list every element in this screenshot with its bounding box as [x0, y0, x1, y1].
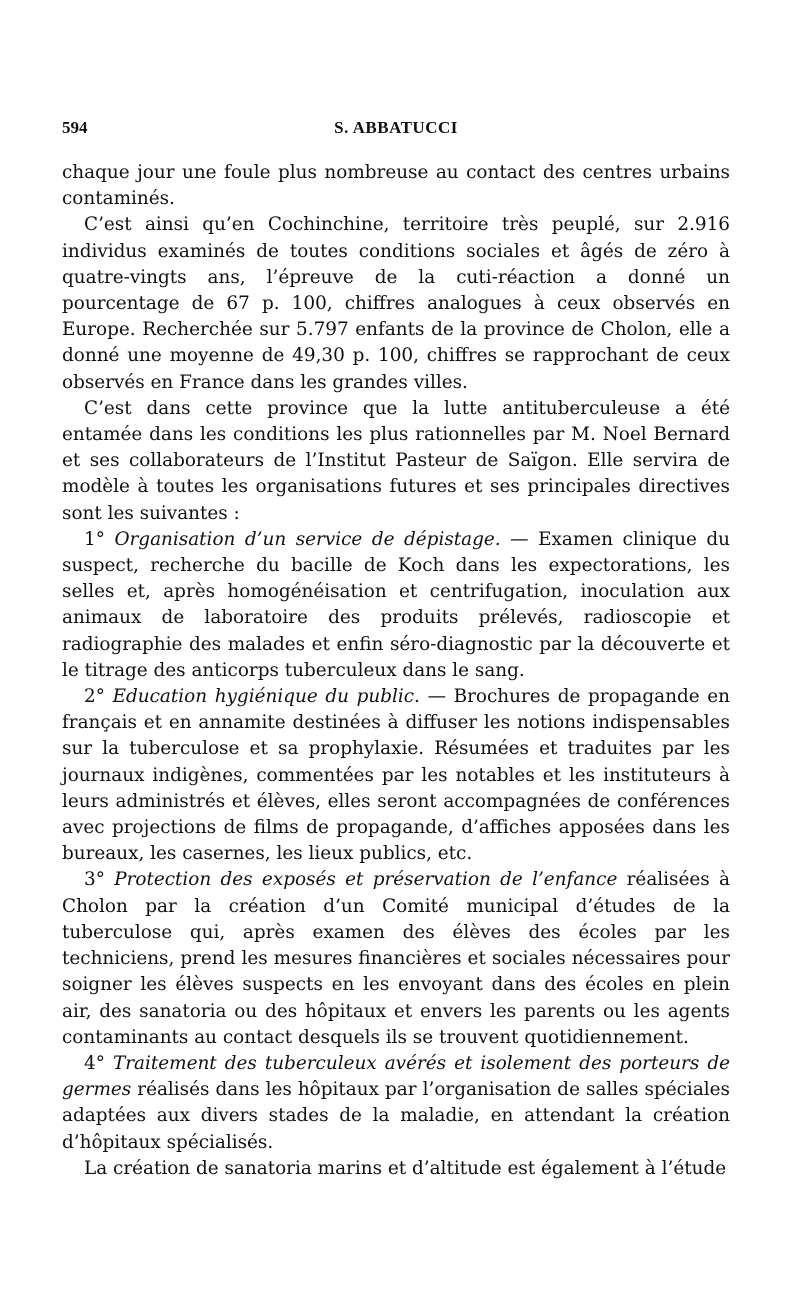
body-text — [62, 160, 730, 1182]
directive-4 — [62, 1051, 730, 1156]
directive-number: 4° — [84, 1052, 105, 1074]
paragraph-continued: chaque jour une foule plus nombreuse au contact des centres urbains contaminés. — [62, 162, 730, 210]
directive-heading: Traitement des tuberculeux avérés et isolement des porteurs de germes — [62, 1052, 730, 1101]
directive-number: 1° — [84, 528, 105, 550]
running-head — [62, 118, 730, 144]
directive-text: réalisées à Cholon par la création d’un Comité municipal d’études de la tuberculose qui, après examen des élèves des écoles par les techniciens, prend les mesures financières et sociales nécessaires pour soigner les élèves suspects en les envoyant dans des écoles en plein air, des sanatoria ou des hôpitaux et envers les parents ou les agents contaminants au contact desquels ils se trouvent quotidiennement. — [62, 869, 730, 1048]
paragraph-cholon-province: C’est dans cette province que la lutte antituberculeuse a été entamée dans les conditions les plus rationnelles par M. Noel Bernard et ses collaborateurs de l’Institut Pasteur de Saïgon. Elle servira de modèle à toutes les organisations futures et ses principales directives sont les suivantes : — [62, 397, 730, 524]
directive-number: 2° — [84, 686, 105, 708]
directive-text: réalisés dans les hôpitaux par l’organisation de salles spéciales adaptées aux divers stades de la maladie, en attendant la création d’hôpitaux spécialisés. — [62, 1079, 730, 1153]
directive-text: — Examen clinique du suspect, recherche du bacille de Koch dans les expectorations, les selles et, après homogénéisation et centrifugation, inoculation aux animaux de laboratoire des produits prélevés, radioscopie et radiographie des malades et enfin séro-diagnostic par la découverte et le titrage des anticorps tuberculeux dans le sang. — [62, 528, 730, 681]
directive-heading: Education hygiénique du public. — [112, 686, 420, 708]
directive-heading: Organisation d’un service de dépistage. — [114, 528, 501, 550]
directive-text: — Brochures de propagande en français et en annamite destinées à diffuser les notions indispensables sur la tuberculose et sa prophylaxie. Résumées et traduites par les journaux indigènes, commentées par les notables et les instituteurs à leurs administrés et élèves, elles seront accompagnées de conférences avec projections de films de propagande, d’affiches apposées dans les bureaux, les casernes, les lieux publics, etc. — [62, 686, 730, 865]
page-number: 594 — [62, 118, 88, 137]
directive-1 — [62, 527, 730, 684]
running-title: S. ABBATUCCI — [334, 118, 458, 137]
directive-number: 3° — [84, 869, 105, 891]
directive-heading: Protection des exposés et préservation de l’enfance — [114, 869, 618, 891]
paragraph-cuti-reaction: C’est ainsi qu’en Cochinchine, territoire très peuplé, sur 2.916 individus examinés de toutes conditions sociales et âgés de zéro à quatre-vingts ans, l’épreuve de la cuti-réaction a donné un pourcentage de 67 p. 100, chiffres analogues à ceux observés en Europe. Recherchée sur 5.797 enfants de la province de Cholon, elle a donné une moyenne de 49,30 p. 100, chiffres se rapprochant de ceux observés en France dans les grandes villes. — [62, 214, 730, 393]
directive-3 — [62, 867, 730, 1050]
paragraph-sanatoria: La création de sanatoria marins et d’altitude est également à l’étude — [84, 1157, 727, 1179]
directive-2 — [62, 684, 730, 867]
